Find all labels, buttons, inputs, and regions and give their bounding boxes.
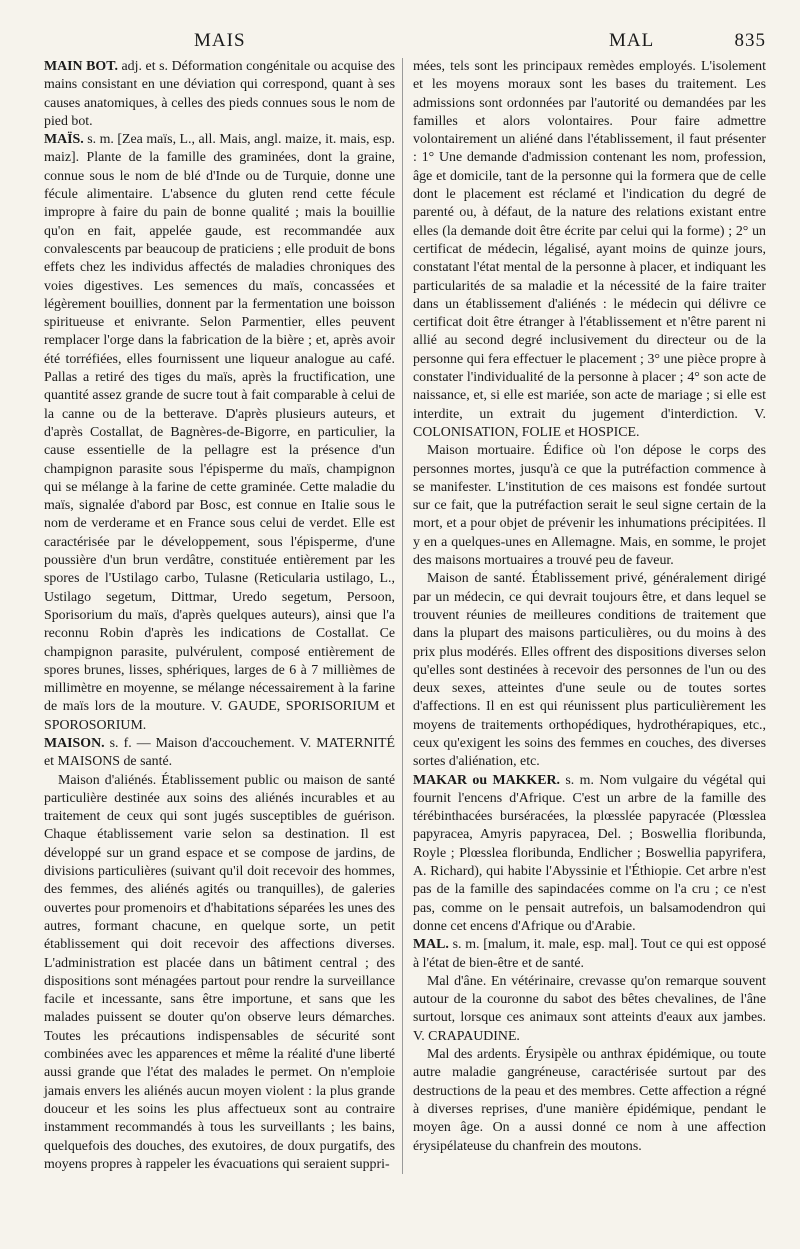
headword: MAISON.: [44, 735, 105, 751]
entry-maison: [44, 735, 395, 772]
entry-mais: [44, 131, 395, 735]
entry-text: s. f. — Maison d'accouchement. V. MATERNITÉ et MAISONS de santé.: [44, 735, 395, 770]
entry-text: mées, tels sont les principaux remèdes employés. L'isolement et les moyens moraux sont les bases du traitement. Les admissions sont ordonnées par l'autorité ou demandées par les familles et alors volontaires. Pour faire admettre volontairement un aliéné dans l'établissement, il faut présenter : 1° Une demande d'admission contenant les nom, profession, âge et domicile, tant de la personne qui la formera que de celle dont le placement est réclamé et l'indication du degré de parenté ou, à défaut, de la nature des relations existant entre elles (la demande doit être écrite par celui qui la forme) ; 2° un certificat de médecin, légalisé, ayant moins de quinze jours, constatant l'état mental de la personne à placer, et indiquant les particularités de sa maladie et la nécessité de la faire traiter dans un établissement d'aliénés : le médecin qui délivre ce certificat doit être étranger à l'établissement et n'être parent ni allié au second degré inclusivement du directeur ou de la personne qui fera effectuer le placement ; 3° une pièce propre à constater l'individualité de la personne à placer ; 4° son acte de naissance, et, si elle est mariée, son acte de mariage ; si elle est interdite, un extrait du jugement d'interdiction. V. COLONISATION, FOLIE et HOSPICE.: [413, 59, 766, 440]
entry-text: Mal des ardents. Érysipèle ou anthrax épidémique, ou toute autre maladie gangréneuse, caractérisée surtout par des destructions de la peau et des membres. Cette affection a régné à diverses reprises, d'une manière épidémique, pendant le moyen âge. On a aussi donné ce nom à une affection érysipélateuse du chanfrein des moutons.: [413, 1047, 766, 1154]
entry-alienes-continued: [413, 58, 766, 442]
left-column: [44, 58, 395, 1174]
entry-text: adj. et s. Déformation congénitale ou acquise des mains consistant en une déviation qui correspond, quant à ses causes anatomiques, à celles des pieds connues sous le nom de pied bot.: [44, 59, 395, 129]
entry-main-bot: [44, 58, 395, 131]
entry-mal-des-ardents: [413, 1046, 766, 1156]
headword: MAIN BOT.: [44, 59, 118, 74]
entry-text: Maison mortuaire. Édifice où l'on dépose le corps des personnes mortes, jusqu'à ce que la putréfaction commence à se manifester. L'institution de ces maisons est fondée surtout sur ce fait, que la putréfaction serait le seul signe certain de la mort, et a pour objet de prévenir les inhumations précipitées. Il y en a quelques-unes en Allemagne. Mais, en somme, le projet des maisons mortuaires a trouvé peu de faveur.: [413, 443, 766, 569]
entry-mal-dane: [413, 973, 766, 1046]
header-right-word: MAL: [609, 30, 655, 51]
headword: MAÏS.: [44, 132, 84, 148]
entry-text: s. m. [Zea maïs, L., all. Mais, angl. maize, it. mais, esp. maiz]. Plante de la famille des graminées, dont la graine, connue sous le nom de blé d'Inde ou de Turquie, donne une fécule alimentaire. L'absence du gluten rend cette fécule impropre à faire du pain de bonne qualité ; mais la bouillie qu'on en fait, appelée gaude, est recommandée aux convalescents par beaucoup de praticiens ; elle produit de bons effets chez les individus affectés de maladies chroniques des voies digestives. Les semences du maïs, concassées et légèrement bouillies, donnent par la fermentation une boisson spiritueuse et enivrante. Selon Parmentier, elles peuvent remplacer l'orge dans la fabrication de la bière ; et, après avoir été torréfiées, elles fournissent une liqueur analogue au café. Pallas a retiré des tiges du maïs, après la fructification, une quantité assez grande de sucre tout à fait comparable à celui de la canne ou de la betterave. D'après plusieurs auteurs, et d'après Costallat, de Bagnères-de-Bigorre, en particulier, la cause essentielle de la pellagre est la présence d'un champignon parasite sous l'épisperme du maïs, champignon qui se mélange à la farine de cette graminée. Cette maladie du maïs, signalée d'abord par Bosc, est connue en Italie sous le nom de verderame et en France sous celui de verdet. Elle est caractérisée par le développement, sous l'épisperme, d'une poussière d'un brun verdâtre, constituée entièrement par les spores de l'Ustilago carbo, Tulasne (Reticularia ustilago, L., Ustilago segetum, Dittmar, Uredo segetum, Persoon, Sporisorium du maïs, d'après quelques auteurs), ainsi que l'a reconnu Robin d'après les indications de Costallat. Ce champignon parasite, pulvérulent, composé entièrement de spores brunes, lisses, sphériques, larges de 6 à 7 millièmes de millimètre en moyenne, se mélange nécessairement à la farine de maïs lors de la mouture. V. GAUDE, SPORISORIUM et SPOROSORIUM.: [44, 132, 395, 733]
entry-maison-mortuaire: [413, 442, 766, 570]
header-left-word: MAIS: [194, 30, 246, 51]
headword: MAKAR ou MAKKER.: [413, 772, 560, 788]
right-column: [402, 58, 766, 1174]
entry-mal: [413, 936, 766, 973]
entry-maison-alienes: [44, 772, 395, 1175]
entry-text: Maison de santé. Établissement privé, généralement dirigé par un médecin, ce qui devrait toujours être, et dans lequel se trouvent réunies de meilleures conditions de traitement que dans la plupart des maisons particulières, ou du moins à des prix plus modérés. Elles offrent des dispositions diverses selon qu'elles sont destinées à recevoir des personnes de l'un ou des deux sexes, atteintes d'une seule ou de toutes sortes d'affections. Il en est qui réunissent plus particulièrement les moyens de traitements orthopédiques, hydrothérapiques, etc., ceux qu'exigent les soins des femmes en couches, des diverses sortes d'aliénation, etc.: [413, 571, 766, 770]
page-header: [44, 24, 766, 54]
entry-text: Mal d'âne. En vétérinaire, crevasse qu'on remarque souvent autour de la couronne du sabot des bêtes chevalines, de l'âne surtout, lorsque ces animaux sont atteints d'eaux aux jambes. V. CRAPAUDINE.: [413, 973, 766, 1044]
entry-text: Maison d'aliénés. Établissement public ou maison de santé particulière destinée aux soins des aliénés incurables et au traitement de ceux qui sont jugés susceptibles de guérison. Chaque établissement varie selon sa destination. Il est développé sur un grand espace et se compose de jardins, de divisions particulières (suivant qu'il doit recevoir des hommes, des femmes, des aliénés agités ou tranquilles), de galeries ouvertes pour promenoirs et d'habitations séparées les unes des autres, formant chacune, en quelque sorte, un petit établissement qui doit recevoir des affections diverses. L'administration est placée dans un bâtiment central ; des dispositions sont ménagées partout pour rendre la surveillance facile et incessante, sans être importune, et sans que les malades puissent se douter qu'on observe leurs démarches. Toutes les précautions indispensables de sécurité sont combinées avec les apparences et même la réalité d'une liberté aussi grande que l'état des malades le permet. On n'emploie jamais envers les aliénés aucun moyen violent : la plus grande douceur et les soins les plus affectueux sont au contraire instamment recommandés à tous les surveillants ; les bains, quelquefois des douches, des exutoires, de doux purgatifs, des moyens propres à rappeler les évacuations qui seraient suppri-: [44, 772, 395, 1172]
headword: MAL.: [413, 937, 449, 953]
text-columns: [44, 58, 766, 1174]
page-number: 835: [734, 30, 766, 51]
entry-maison-de-sante: [413, 570, 766, 771]
entry-text: s. m. [malum, it. male, esp. mal]. Tout ce qui est opposé à l'état de bien-être et de santé.: [413, 937, 766, 971]
entry-makar: [413, 772, 766, 937]
entry-text: s. m. Nom vulgaire du végétal qui fournit l'encens d'Afrique. C'est un arbre de la famille des térébinthacées burséracées, la plœsslée papyracée (Plœsslea papyracea, Amyris papyracea, Del. ; Boswellia floribunda, Royle ; Plœsslea floribunda, Endlicher ; Boswellia papyrifera, A. Richard), qui habite l'Abyssinie et l'Éthiopie. Cet arbre n'est pas de la famille des sapindacées comme on l'a cru ; ce n'est pas, comme on le pensait autrefois, un balsamodendron qui donne cet encens d'Afrique ou d'Arabie.: [413, 772, 766, 934]
